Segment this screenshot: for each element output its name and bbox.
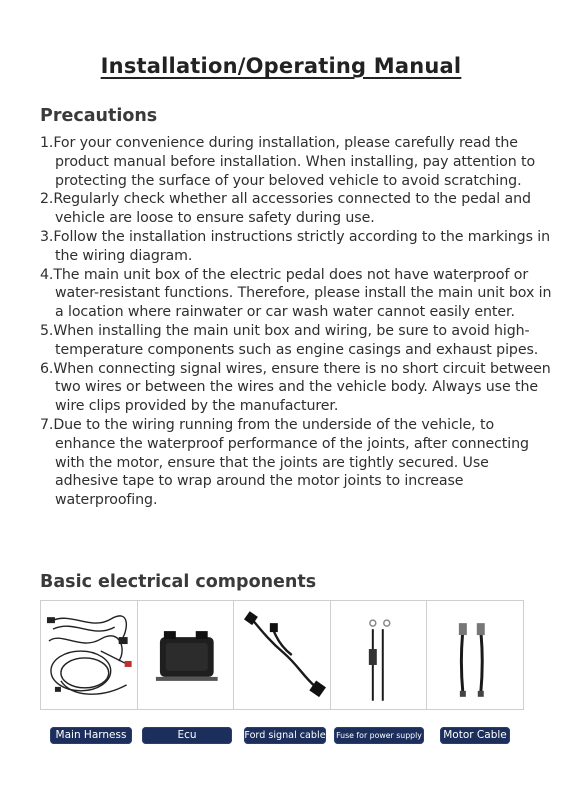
ford-signal-cable-photo — [234, 601, 331, 709]
components-gallery — [40, 600, 524, 710]
fuse-cable-icon — [331, 601, 427, 709]
list-item: 2.Regularly check whether all accessories connected to the pedal and vehicle are loose to ensure safety during use. — [40, 191, 531, 227]
fuse-cable-photo — [331, 601, 428, 709]
label-main-harness: Main Harness — [50, 727, 132, 744]
label-fuse-for-power-supply: Fuse for power supply — [334, 727, 424, 744]
label-motor-cable: Motor Cable — [440, 727, 510, 744]
precautions-list — [40, 134, 555, 510]
list-item: 3.Follow the installation instructions strictly according to the markings in the wiring diagram. — [40, 228, 551, 264]
precautions-heading: Precautions — [40, 106, 158, 126]
list-item: 6.When connecting signal wires, ensure there is no short circuit between two wires or between the wires and the vehicle body. Always use the wire clips provided by the manufacturer. — [40, 360, 551, 415]
motor-cable-icon — [427, 601, 523, 709]
signal-cable-icon — [234, 601, 330, 709]
motor-cable-photo — [427, 601, 523, 709]
ecu-photo — [138, 601, 235, 709]
list-item: 1.For your convenience during installation, please carefully read the product manual before installation. When installing, pay attention to protecting the surface of your beloved vehicle to avoid scratching. — [40, 135, 536, 189]
list-item: 5.When installing the main unit box and wiring, be sure to avoid high-temperature components such as engine casings and exhaust pipes. — [40, 322, 539, 358]
list-item: 7.Due to the wiring running from the underside of the vehicle, to enhance the waterproof performance of the joints, after connecting with the motor, ensure that the joints are tightly secured. Use adhesive tape to wrap around the motor joints to increase waterproofing. — [40, 416, 529, 509]
wire-harness-icon — [41, 601, 137, 709]
list-item: 4.The main unit box of the electric pedal does not have waterproof or water-resistant functions. Therefore, please install the main unit box in a location where rainwater or car wash water cannot easily enter. — [40, 266, 552, 321]
ecu-box-icon — [138, 601, 234, 709]
components-heading: Basic electrical components — [40, 572, 317, 592]
label-ecu: Ecu — [142, 727, 232, 744]
main-harness-photo — [41, 601, 138, 709]
label-ford-signal-cable: Ford signal cable — [244, 727, 326, 744]
page-title: Installation/Operating Manual — [100, 54, 462, 78]
component-labels — [48, 727, 528, 745]
